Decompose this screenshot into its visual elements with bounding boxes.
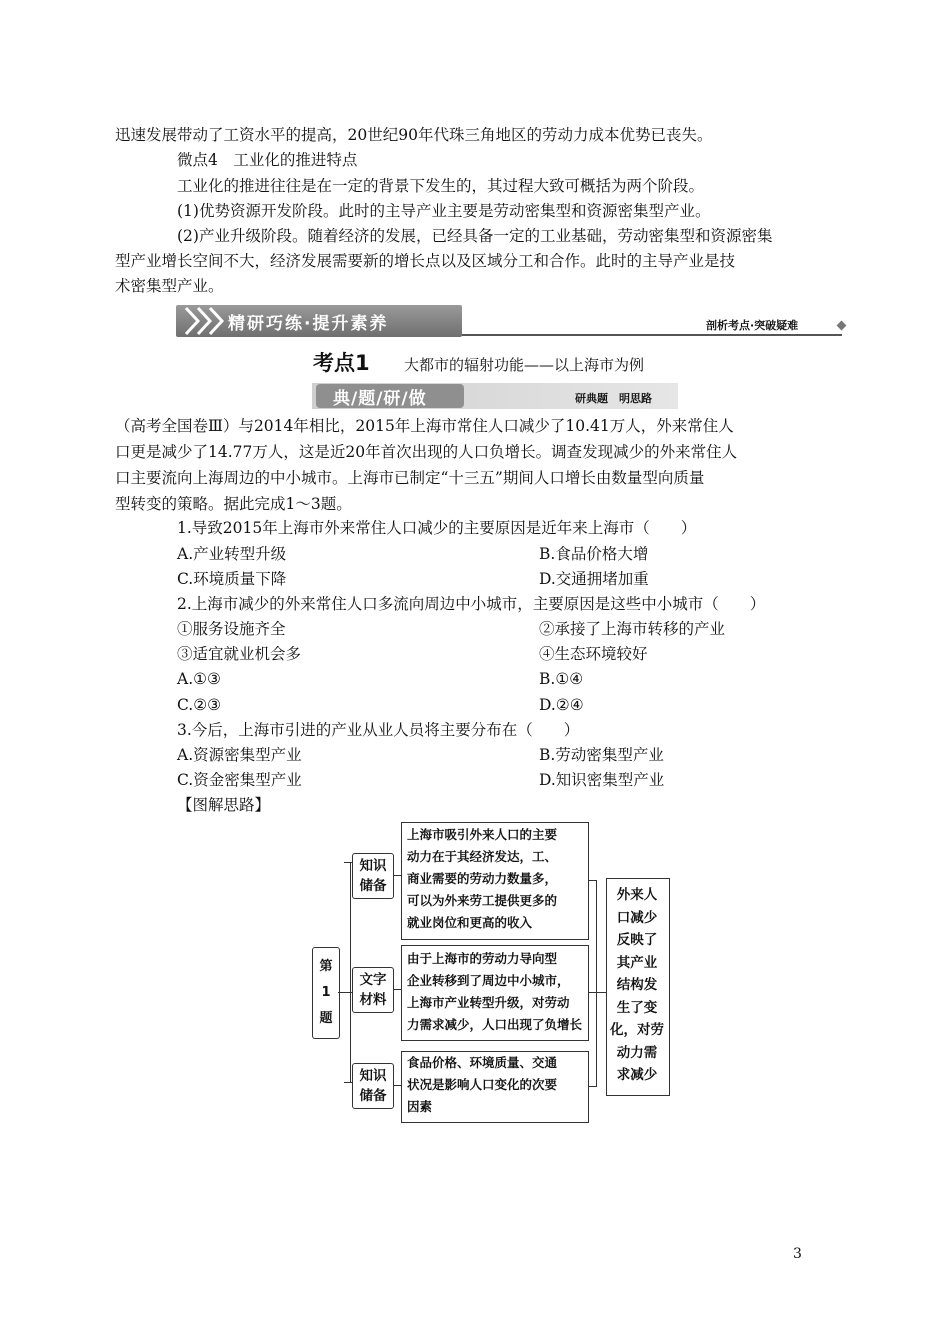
- intro-line: 迅速发展带动了工资水平的提高，20世纪90年代珠三角地区的劳动力成本优势已丧失。: [115, 126, 713, 144]
- connector: [393, 1085, 401, 1086]
- passage-line: 口主要流向上海周边的中小城市。上海市已制定“十三五”期间人口增长由数量型向质量: [115, 469, 705, 487]
- branch-label-text: 知识 储备: [359, 1068, 387, 1104]
- section-heading: 微点4 工业化的推进特点: [177, 151, 358, 169]
- connector: [596, 992, 606, 993]
- connector: [588, 880, 596, 881]
- conclusion-text: 外来人 口减少 反映了 其产业 结构发 生了变 化，对劳 动力需 求减少: [610, 887, 664, 1083]
- intro-paragraph: 工业化的推进往往是在一定的背景下发生的，其过程大致可概括为两个阶段。: [177, 177, 705, 195]
- branch-label: [352, 967, 394, 1013]
- diagram-root: [312, 947, 340, 1039]
- option-c: C.②③: [177, 696, 222, 714]
- connector: [393, 989, 401, 990]
- passage-line: 口更是减少了14.77万人，这是近20年首次出现的人口负增长。调查发现减少的外来常住人: [115, 443, 738, 461]
- question-1-stem: 1.导致2015年上海市外来常住人口减少的主要原因是近年来上海市（ ）: [177, 519, 697, 537]
- stage-item-2: (2)产业升级阶段。随着经济的发展，已经具备一定的工业基础，劳动密集型和资源密集: [177, 227, 773, 245]
- question-2-stem: 2.上海市减少的外来常住人口多流向周边中小城市，主要原因是这些中小城市（ ）: [177, 595, 766, 613]
- branch-label: [352, 853, 394, 899]
- banner-subtitle: 剖析考点·突破疑难: [706, 319, 799, 332]
- diamond-icon: [837, 321, 847, 331]
- option-a: A.资源密集型产业: [177, 746, 302, 764]
- banner-rule: [462, 334, 842, 336]
- stage-item-2-cont: 术密集型产业。: [115, 277, 224, 295]
- option-a: A.产业转型升级: [177, 545, 287, 563]
- option-b: B.①④: [539, 670, 584, 688]
- branch-label-text: 知识 储备: [359, 858, 387, 894]
- option-a: A.①③: [177, 670, 221, 688]
- branch-label-text: 文字 材料: [359, 972, 387, 1008]
- statement-item: ②承接了上海市转移的产业: [539, 620, 726, 638]
- statement-item: ④生态环境较好: [539, 645, 648, 663]
- connector: [588, 1086, 596, 1087]
- banner-title: 精研巧练·提升素养: [228, 314, 389, 334]
- option-b: B.劳动密集型产业: [539, 746, 664, 764]
- branch-text: 由于上海市的劳动力导向型 企业转移到了周边中小城市， 上海市产业转型升级，对劳动 力需求减少，人口出现了负增长: [407, 951, 583, 1032]
- stage-item-2-cont: 型产业增长空间不大，经济发展需要新的增长点以及区域分工和合作。此时的主导产业是技: [115, 252, 736, 270]
- option-b: B.食品价格大增: [539, 545, 649, 563]
- connector: [588, 992, 596, 993]
- option-c: C.环境质量下降: [177, 570, 287, 588]
- option-d: D.②④: [539, 696, 584, 714]
- connector: [596, 880, 597, 1087]
- option-d: D.知识密集型产业: [539, 771, 665, 789]
- kaodian-title: 大都市的辐射功能——以上海市为例: [404, 356, 645, 374]
- branch-text: 上海市吸引外来人口的主要 动力在于其经济发达，工、 商业需要的劳动力数量多， 可以为外来劳工提供更多的 就业岗位和更高的收入: [407, 827, 558, 930]
- diagram-heading: 【图解思路】: [177, 796, 271, 814]
- dian-tab-label: 典/题/研/做: [333, 389, 427, 409]
- connector: [393, 875, 401, 876]
- connector: [344, 992, 352, 993]
- option-d: D.交通拥堵加重: [539, 570, 649, 588]
- stage-item-1: (1)优势资源开发阶段。此时的主导产业主要是劳动密集型和资源密集型产业。: [177, 202, 711, 220]
- question-3-stem: 3.今后，上海市引进的产业从业人员将主要分布在（ ）: [177, 721, 580, 739]
- connector: [344, 1082, 352, 1083]
- connector: [344, 862, 352, 863]
- kaodian-label: 考点1: [313, 351, 370, 375]
- passage-line: （高考全国卷Ⅲ）与2014年相比，2015年上海市常住人口减少了10.41万人，外来常住人: [115, 417, 734, 435]
- diagram-root-label: 第 1 题: [319, 959, 333, 1026]
- statement-item: ③适宜就业机会多: [177, 645, 302, 663]
- dian-subtitle: 研典题 明思路: [575, 392, 652, 405]
- option-c: C.资金密集型产业: [177, 771, 302, 789]
- page-number: 3: [793, 1246, 802, 1262]
- branch-label: [352, 1063, 394, 1109]
- branch-text: 食品价格、环境质量、交通 状况是影响人口变化的次要 因素: [407, 1055, 558, 1114]
- passage-line: 型转变的策略。据此完成1～3题。: [115, 495, 352, 513]
- statement-item: ①服务设施齐全: [177, 620, 286, 638]
- chevron-decoration-icon: [182, 305, 226, 337]
- connector: [350, 862, 351, 1082]
